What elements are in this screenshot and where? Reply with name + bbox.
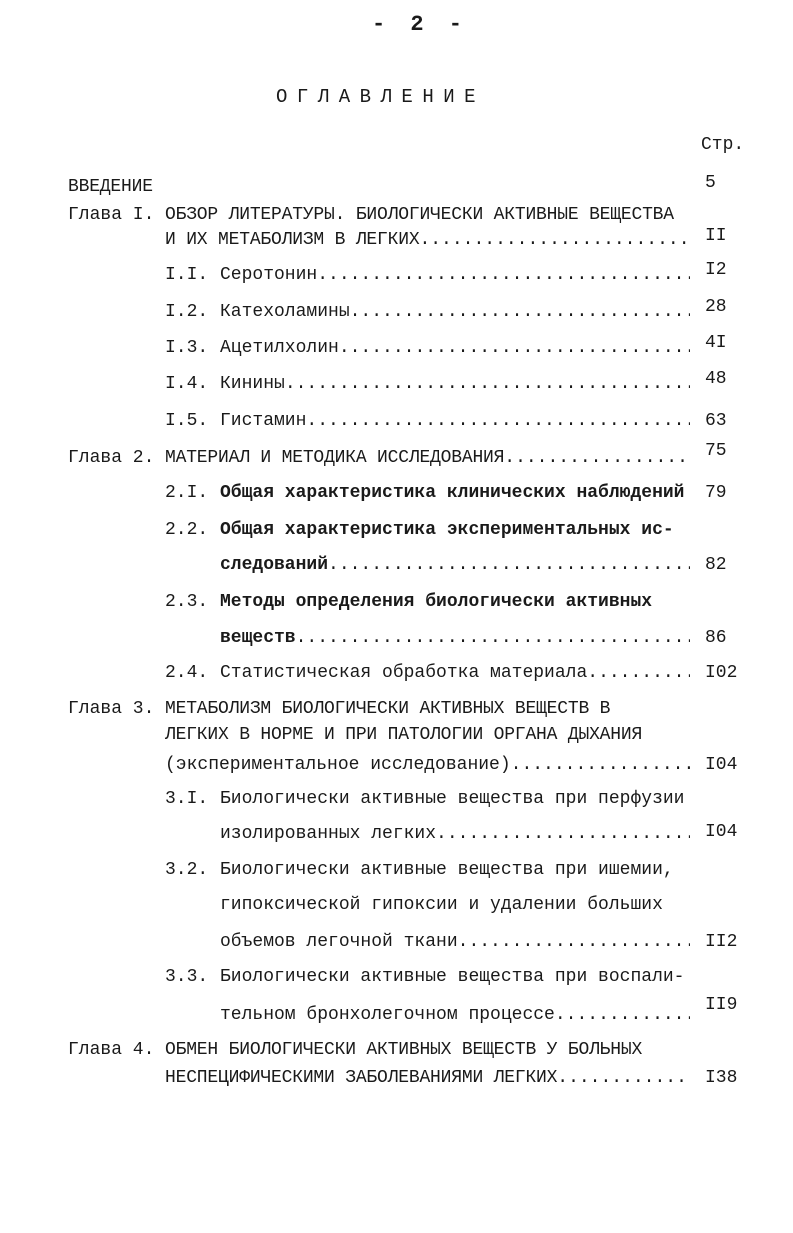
entry-text: Общая характеристика экспериментальных ис- (220, 520, 674, 540)
page-ref: I04 (705, 755, 738, 775)
page-ref: 28 (705, 297, 727, 317)
page-title: ОГЛАВЛЕНИЕ (276, 86, 486, 108)
section-number (165, 966, 208, 988)
toc-entry-line (220, 1004, 690, 1026)
dot-leader (436, 823, 690, 845)
section-number (165, 410, 208, 432)
entry-text: Серотонин (220, 265, 318, 285)
entry-text: ОБМЕН БИОЛОГИЧЕСКИ АКТИВНЫХ ВЕЩЕСТВ У БОЛЬНЫХ (165, 1040, 643, 1060)
toc-entry-line (165, 698, 610, 720)
entry-text: Ацетилхолин (220, 338, 339, 358)
dot-leader (306, 410, 690, 432)
dot-leader (557, 1067, 690, 1089)
section-number (165, 788, 208, 810)
dot-leader (328, 554, 690, 576)
page-ref: I02 (705, 663, 738, 683)
entry-text: I.I. (165, 265, 209, 285)
dot-leader (317, 264, 690, 286)
section-number (165, 591, 208, 613)
section-number (165, 859, 208, 881)
chapter-label (68, 447, 154, 469)
section-number (165, 482, 208, 504)
page-column-header: Стр. (701, 135, 745, 155)
entry-text: Кинины (220, 374, 285, 394)
page-ref: 86 (705, 628, 727, 648)
entry-text: I.3. (165, 338, 209, 358)
toc-entry-line (165, 754, 690, 776)
toc-entry-line (220, 337, 690, 359)
toc-entry-line (220, 264, 690, 286)
section-number (165, 301, 208, 323)
page-ref: I04 (705, 822, 738, 842)
page-ref: II2 (705, 932, 738, 952)
entry-text: 3.2. (165, 860, 209, 880)
toc-entry-line (165, 724, 642, 746)
toc-entry-line (165, 1067, 690, 1089)
section-number (165, 373, 208, 395)
chapter-label (68, 1039, 154, 1061)
entry-text: (экспериментальное исследование) (165, 755, 511, 775)
toc-entry-line (220, 591, 652, 613)
page-ref: II9 (705, 995, 738, 1015)
entry-text: I.5. (165, 411, 209, 431)
entry-text: 3.3. (165, 967, 209, 987)
entry-text: Катехоламины (220, 302, 350, 322)
toc-entry-intro (68, 176, 153, 198)
entry-text: Общая характеристика клинических наблюдений (220, 483, 685, 503)
page-ref: 75 (705, 441, 727, 461)
entry-text: 3.I. (165, 789, 209, 809)
entry-text: ОБЗОР ЛИТЕРАТУРЫ. БИОЛОГИЧЕСКИ АКТИВНЫЕ ВЕЩЕСТВА (165, 205, 674, 225)
section-number (165, 264, 208, 286)
entry-text: I.2. (165, 302, 209, 322)
toc-entry-line (220, 662, 690, 684)
dot-leader (587, 662, 690, 684)
section-number (165, 662, 208, 684)
entry-text: ЛЕГКИХ В НОРМЕ И ПРИ ПАТОЛОГИИ ОРГАНА ДЫХАНИЯ (165, 725, 643, 745)
entry-text: МАТЕРИАЛ И МЕТОДИКА ИССЛЕДОВАНИЯ (165, 447, 505, 469)
page-ref: 4I (705, 333, 727, 353)
dot-leader (555, 1004, 690, 1026)
page-ref: 82 (705, 555, 727, 575)
toc-entry-line (220, 554, 690, 576)
chapter-label (68, 204, 154, 226)
toc-entry-line (165, 447, 690, 469)
entry-text: НЕСПЕЦИФИЧЕСКИМИ ЗАБОЛЕВАНИЯМИ ЛЕГКИХ (165, 1067, 558, 1089)
entry-text: объемов легочной ткани (220, 932, 458, 952)
page-ref: 48 (705, 369, 727, 389)
entry-text: 2.3. (165, 592, 209, 612)
toc-entry-line (220, 482, 684, 504)
toc-entry-line (220, 373, 690, 395)
dot-leader (419, 229, 690, 251)
dot-leader (296, 627, 690, 649)
section-number (165, 519, 208, 541)
toc-entry-line (220, 627, 690, 649)
dot-leader (285, 373, 690, 395)
entry-text: 2.2. (165, 520, 209, 540)
dot-leader (339, 337, 690, 359)
entry-text: Статистическая обработка материала (220, 663, 588, 683)
entry-text: 2.4. (165, 663, 209, 683)
toc-entry-line (220, 519, 674, 541)
page-ref: I2 (705, 260, 727, 280)
toc-entry-line (220, 931, 690, 953)
entry-text: изолированных легких (220, 824, 437, 844)
entry-text: Биологически активные вещества при ишемии, (220, 860, 674, 880)
dot-leader (511, 754, 690, 776)
page-ref: 79 (705, 483, 727, 503)
toc-entry-line (165, 229, 690, 251)
entry-text: тельном бронхолегочном процессе (220, 1005, 555, 1025)
dot-leader (504, 447, 690, 469)
entry-text: 2.I. (165, 483, 209, 503)
toc-entry-line (165, 1039, 642, 1061)
entry-text: ВВЕДЕНИЕ (68, 177, 153, 197)
entry-text: И ИХ МЕТАБОЛИЗМ В ЛЕГКИХ (165, 229, 420, 251)
entry-text: веществ (220, 628, 296, 648)
page-ref: 5 (705, 173, 716, 193)
entry-text: I.4. (165, 374, 209, 394)
toc-entry-line (220, 894, 663, 916)
toc-entry-line (220, 966, 684, 988)
toc-entry-line (220, 788, 684, 810)
entry-text: Гистамин (220, 411, 307, 431)
entry-text: Глава I. (68, 205, 155, 225)
toc-entry-line (220, 301, 690, 323)
entry-text: Методы определения биологически активных (220, 592, 653, 612)
entry-text: следований (220, 555, 329, 575)
page-ref: I38 (705, 1068, 738, 1088)
entry-text: Глава 2. (68, 448, 155, 468)
entry-text: Биологически активные вещества при перфузии (220, 789, 685, 809)
entry-text: Глава 3. (68, 699, 155, 719)
section-number (165, 337, 208, 359)
dot-leader (350, 301, 690, 323)
entry-text: Глава 4. (68, 1040, 155, 1060)
dot-leader (458, 931, 690, 953)
entry-text: Биологически активные вещества при воспали- (220, 967, 685, 987)
page-ref: 63 (705, 411, 727, 431)
chapter-label (68, 698, 154, 720)
toc-entry-line (165, 204, 674, 226)
page-number: - 2 - (372, 12, 469, 37)
toc-entry-line (220, 410, 690, 432)
entry-text: МЕТАБОЛИЗМ БИОЛОГИЧЕСКИ АКТИВНЫХ ВЕЩЕСТВ В (165, 699, 611, 719)
toc-entry-line (220, 859, 674, 881)
toc-entry-line (220, 823, 690, 845)
page-ref: II (705, 226, 727, 246)
entry-text: гипоксической гипоксии и удалении больших (220, 895, 663, 915)
